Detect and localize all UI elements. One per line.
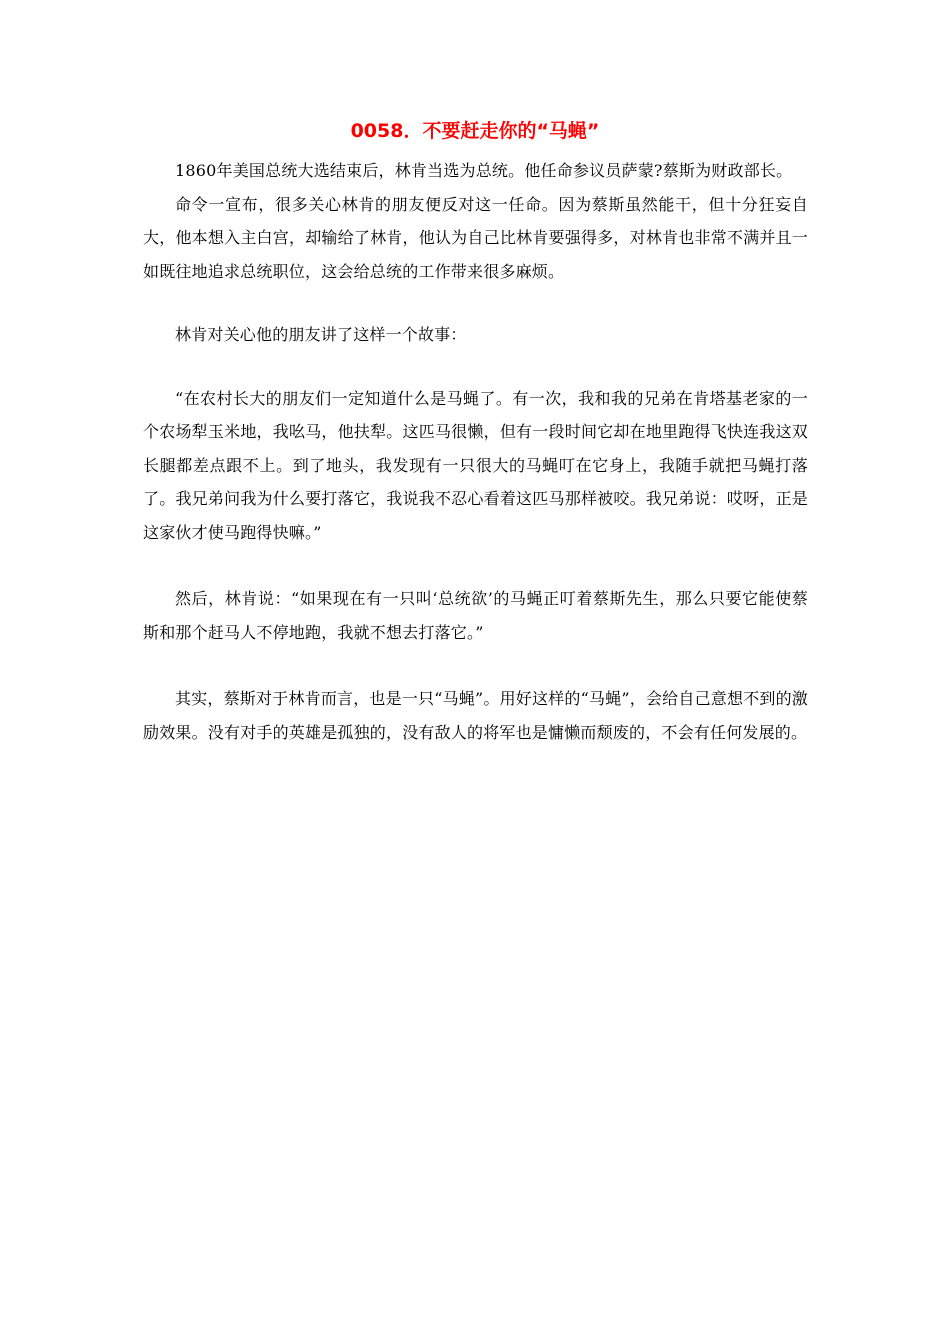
document-title: 0058．不要赶走你的“马蝇” [350, 120, 600, 142]
paragraph-spacer [143, 288, 808, 318]
paragraph-spacer [143, 352, 808, 382]
paragraph-6: 其实，蔡斯对于林肯而言，也是一只“马蝇”。用好这样的“马蝇”，会给自己意想不到的激励效果。没有对手的英雄是孤独的，没有敌人的将军也是慵懒而颓废的，不会有任何发展的。 [143, 689, 808, 742]
paragraph-3: 林肯对关心他的朋友讲了这样一个故事： [175, 325, 467, 344]
paragraph-4: “在农村长大的朋友们一定知道什么是马蝇了。有一次，我和我的兄弟在肯塔基老家的一个农场犁玉米地，我吆马，他扶犁。这匹马很懒，但有一段时间它却在地里跑得飞快连我这双长腿都差点跟不上。到了地头，我发现有一只很大的马蝇叮在它身上，我随手就把马蝇打落了。我兄弟问我为什么要打落它，我说我不忍心看着这匹马那样被咬。我兄弟说：哎呀，正是这家伙才使马跑得快嘛。” [143, 388, 808, 542]
paragraph-spacer [143, 549, 808, 582]
paragraph-5: 然后，林肯说：“如果现在有一只叫‘总统欲’的马蝇正叮着蔡斯先生，那么只要它能使蔡斯和那个赶马人不停地跑，我就不想去打落它。” [143, 589, 808, 642]
paragraph-1: 1860年美国总统大选结束后，林肯当选为总统。他任命参议员萨蒙?蔡斯为财政部长。 [175, 161, 793, 180]
document-body [143, 154, 808, 749]
paragraph-2: 命令一宣布，很多关心林肯的朋友便反对这一任命。因为蔡斯虽然能干，但十分狂妄自大，他本想入主白宫，却输给了林肯，他认为自己比林肯要强得多，对林肯也非常不满并且一如既往地追求总统职位，这会给总统的工作带来很多麻烦。 [143, 194, 808, 281]
paragraph-spacer [143, 649, 808, 682]
